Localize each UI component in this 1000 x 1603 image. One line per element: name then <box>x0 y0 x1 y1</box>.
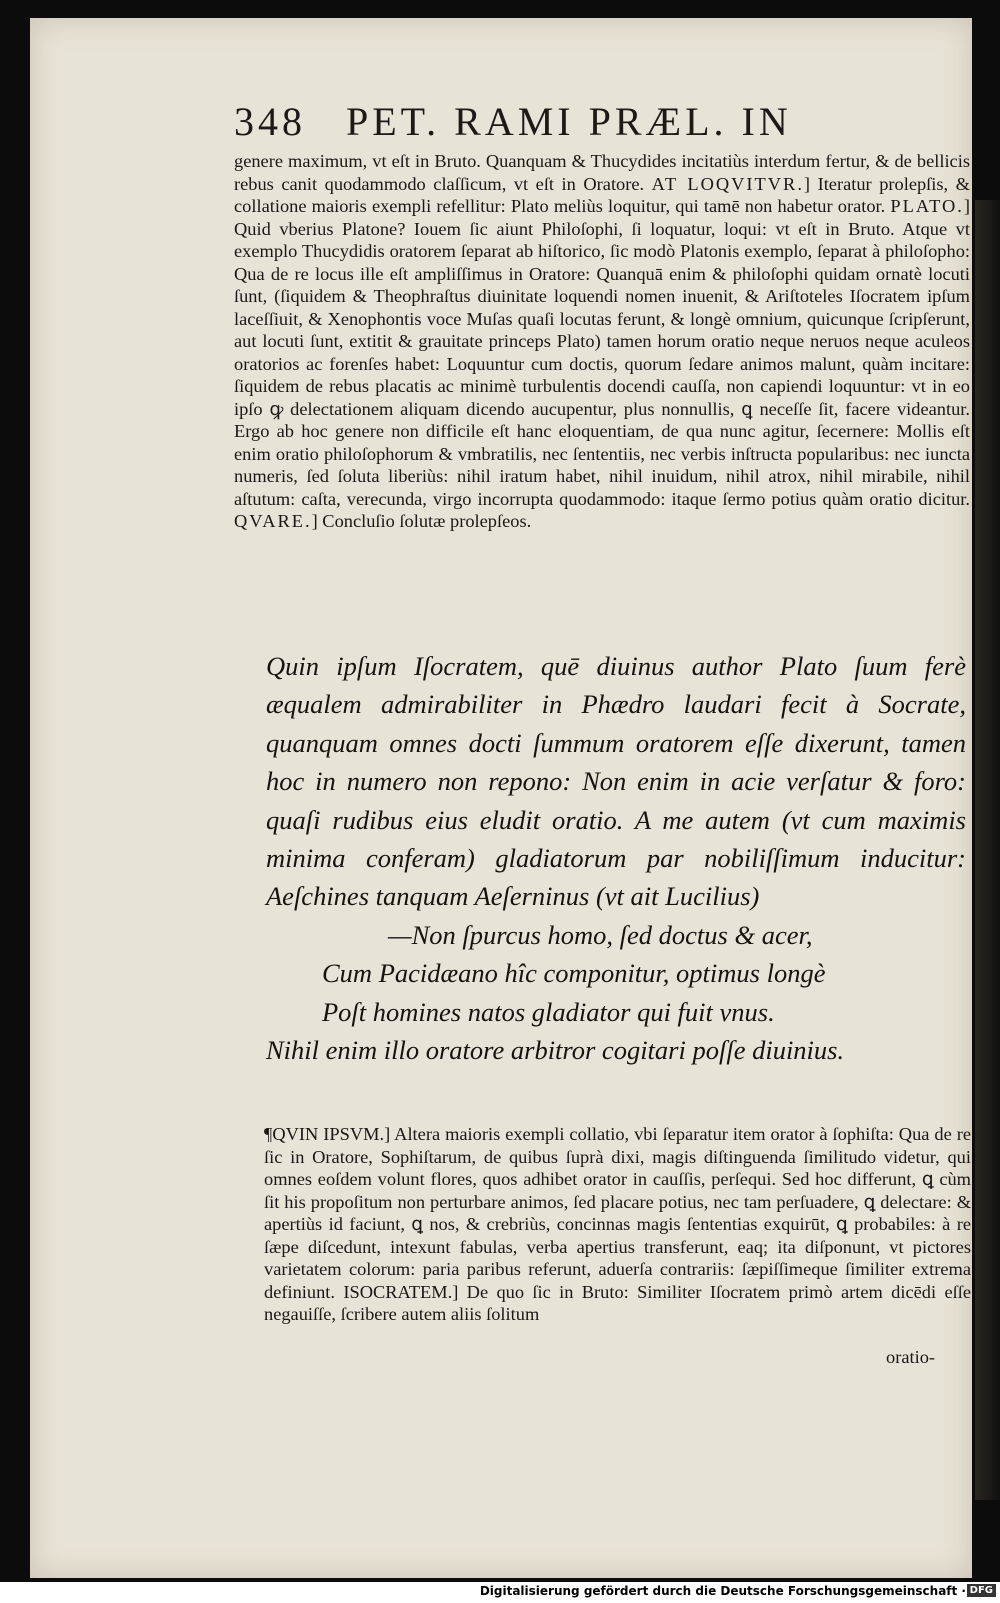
verse-line-1: —Non ſpurcus homo, ſed doctus & acer, <box>388 919 813 950</box>
lemma-at-loquitur: AT LOQVITVR. <box>651 173 804 194</box>
dfg-logo: DFG <box>967 1584 996 1597</box>
running-title: PET. RAMI PRÆL. IN <box>346 99 792 144</box>
lemma-plato: PLATO. <box>890 196 964 216</box>
commentary-top <box>234 150 970 533</box>
book-edge <box>975 200 1000 1500</box>
lemma-isocratem: ISOCRATEM. <box>343 1281 453 1302</box>
verse-line-2: Cum Pacidæano hîc componitur, optimus longè <box>322 958 826 989</box>
page-number: 348 <box>234 99 306 144</box>
commentary-bottom <box>264 1123 971 1326</box>
funding-notice: Digitalisierung gefördert durch die Deutsche Forschungsgemeinschaft · <box>479 1584 966 1598</box>
quote-prose: Quin ipſum Iſocratem, quē diuinus author Plato ſuum ferè æqualem admirabiliter in Phædro laudari fecit à Socrate, quanquam omnes docti ſummum oratorem eſſe dixerunt, tamen hoc in numero non repono: Non enim in acie verſatur & foro: quaſi rudibus eius eludit oratio. A me autem (vt cum maximis minima conferam) gladiatorum par nobiliſſimum inducitur: Aeſchines tanquam Aeſerninus (vt ait Lucilius) <box>266 651 966 912</box>
lemma-quare: QVARE. <box>234 511 312 531</box>
page-header <box>234 98 792 145</box>
lemma-quin-ipsum: QVIN IPSVM. <box>272 1124 385 1144</box>
pilcrow: ¶ <box>264 1124 273 1144</box>
catchword: oratio- <box>886 1347 936 1367</box>
cicero-quotation <box>266 647 966 1069</box>
verse-line-3: Poſt homines natos gladiator qui fuit vnus. <box>322 996 775 1027</box>
commentary-paragraph: genere maximum, vt eſt in Bruto. Quanquam & Thucydides incitatiùs interdum fertur, & de bellicis rebus canit quodammodo claſſicum, vt eſt in Oratore. AT LOQVITVR.] Iteratur prolepſis, & collatione maioris exempli refellitur: Plato meliùs loquitur, qui tamē non habetur orator. PLATO.] Quid vberius Platone? Iouem ſic aiunt Philoſophi, ſi loquatur, loqui: vt eſt in Bruto. Atque vt exemplo Thucydidis oratorem ſeparat ab hiſtorico, ſic modò Platonis exemplo, ſeparat à philoſopho: Qua de re locus ille eſt ampliſſimus in Oratore: Quanquā enim & philoſophi quidam ornatè locuti ſunt, (ſiquidem & Theophraſtus diuinitate loquendi nomen inuenit, & Ariſtoteles Iſocratem ipſum laceſſiuit, & Xenophontis voce Muſas quaſi locutas ferunt, & longè omnium, quicunque ſcripſerunt, aut locuti ſunt, extitit & grauitate princeps Plato) tamen horum oratio neque neruos neque aculeos oratorios ac forenſes habet: Loquuntur cum doctis, quorum ſedare animos malunt, quàm incitare: ſiquidem de rebus placatis ac minimè turbulentis docendi cauſſa, non capiendi loquuntur: vt in eo ipſo ꝙ delectationem aliquam dicendo aucupentur, plus nonnullis, ꝗ neceſſe ſit, facere videantur. Ergo ab hoc genere non difficile eſt hanc eloquentiam, de qua nunc agitur, ſecernere: Mollis eſt enim oratio philoſophorum & vmbratilis, nec ſententiis, nec verbis inſtructa popularibus: nec iuncta numeris, ſed ſoluta liberiùs: nihil iratum habet, nihil inuidum, nihil atrox, nihil mirabile, nihil aſtutum: caſta, verecunda, virgo incorrupta quodammodo: itaque ſermo potius quàm oratio dicitur. QVARE.] Concluſio ſolutæ prolepſeos. <box>234 151 970 531</box>
commentary-paragraph: ¶QVIN IPSVM.] Altera maioris exempli collatio, vbi ſeparatur item orator à ſophiſta: Qua de re ſic in Oratore, Sophiſtarum, de quibus ſuprà dixi, magis diſtinguenda ſimilitudo videtur, qui omnes eoſdem volunt flores, quos adhibet orator in cauſſis, perſequi. Sed hoc differunt, ꝗ cùm ſit his propoſitum non perturbare animos, ſed placare potius, nec tam perſuadere, ꝗ delectare: & apertiùs id faciunt, ꝗ nos, & crebriùs, concinnas magis ſententias exquirūt, ꝗ probabiles: à re ſæpe diſcedunt, intexunt fabulas, verba apertius transferunt, eaq; ita diſponunt, vt pictores varietatem colorum: paria paribus referunt, aduerſa contrariis: ſæpiſſimeque ſimiliter extrema definiunt. ISOCRATEM.] De quo ſic in Bruto: Similiter Iſocratem primò artem dicēdi eſſe negauiſſe, ſcribere autem aliis ſolitum <box>264 1124 972 1324</box>
quote-closing: Nihil enim illo oratore arbitror cogitari poſſe diuinius. <box>266 1035 845 1066</box>
